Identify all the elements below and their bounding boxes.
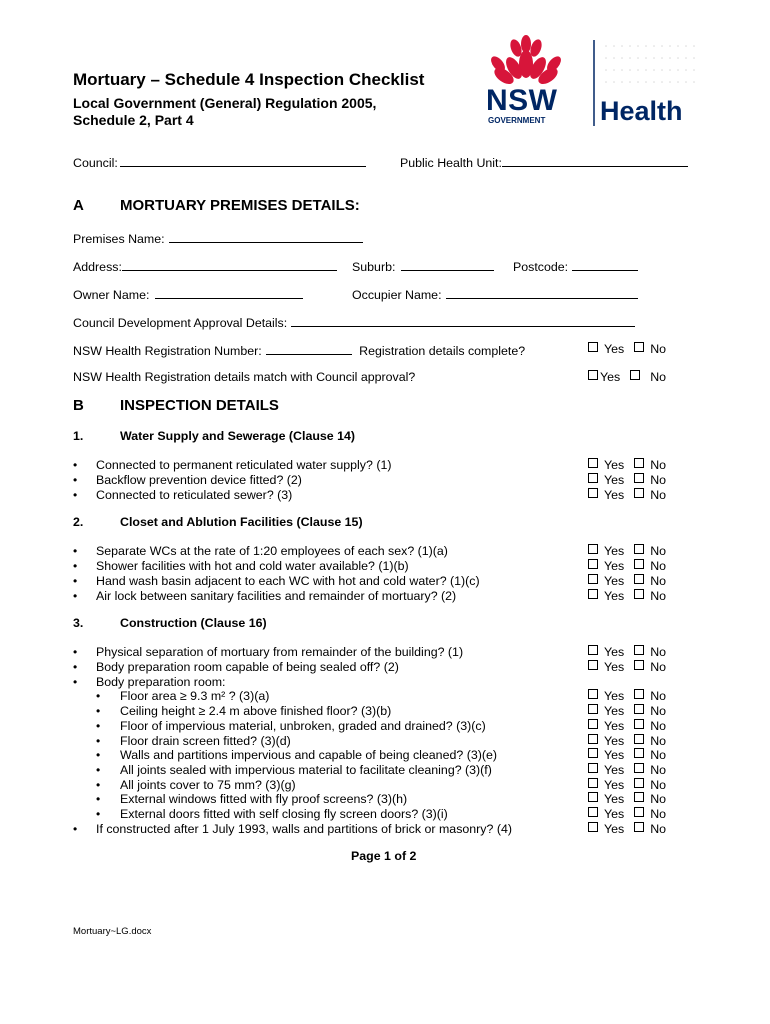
yes-no-options bbox=[588, 704, 666, 718]
item-3-title: Construction (Clause 16) bbox=[120, 616, 267, 630]
item-1-question-1: Connected to permanent reticulated water supply? (1) bbox=[96, 458, 392, 472]
yes-checkbox[interactable] bbox=[588, 763, 598, 773]
section-b-title: INSPECTION DETAILS bbox=[120, 397, 279, 414]
section-a-title: MORTUARY PREMISES DETAILS: bbox=[120, 197, 360, 214]
council-approval-input-line[interactable] bbox=[291, 314, 635, 327]
item-3-sub-2: Ceiling height ≥ 2.4 m above finished floor? (3)(b) bbox=[120, 704, 392, 718]
no-label: No bbox=[650, 574, 667, 588]
suburb-input-line[interactable] bbox=[401, 258, 494, 271]
bullet-icon: • bbox=[96, 763, 101, 777]
council-approval-label: Council Development Approval Details: bbox=[73, 316, 288, 330]
bullet-icon: • bbox=[96, 778, 101, 792]
item-3-question-3: Body preparation room: bbox=[96, 675, 226, 689]
yes-checkbox[interactable] bbox=[588, 559, 598, 569]
no-label: No bbox=[650, 342, 667, 356]
no-label: No bbox=[650, 822, 667, 836]
yes-checkbox[interactable] bbox=[588, 748, 598, 758]
yes-no-options bbox=[588, 645, 666, 659]
yes-no-options bbox=[588, 544, 666, 558]
yes-checkbox[interactable] bbox=[588, 645, 598, 655]
owner-name-field bbox=[73, 286, 303, 302]
item-1-question-2: Backflow prevention device fitted? (2) bbox=[96, 473, 302, 487]
no-checkbox[interactable] bbox=[634, 660, 644, 670]
yes-label: Yes bbox=[604, 544, 625, 558]
no-checkbox[interactable] bbox=[634, 704, 644, 714]
public-health-unit-label: Public Health Unit: bbox=[400, 156, 502, 170]
yes-label: Yes bbox=[604, 807, 625, 821]
yes-label: Yes bbox=[604, 488, 625, 502]
yes-checkbox[interactable] bbox=[588, 807, 598, 817]
registration-number-field bbox=[73, 342, 525, 358]
item-3-sub-9: External doors fitted with self closing fly screen doors? (3)(i) bbox=[120, 807, 448, 821]
no-label: No bbox=[650, 763, 667, 777]
item-1-question-3: Connected to reticulated sewer? (3) bbox=[96, 488, 293, 502]
item-2-question-3: Hand wash basin adjacent to each WC with hot and cold water? (1)(c) bbox=[96, 574, 480, 588]
no-label: No bbox=[650, 778, 667, 792]
owner-name-input-line[interactable] bbox=[155, 286, 303, 299]
no-label: No bbox=[650, 704, 667, 718]
yes-label: Yes bbox=[604, 589, 625, 603]
bullet-icon: • bbox=[96, 748, 101, 762]
yes-checkbox[interactable] bbox=[588, 574, 598, 584]
yes-label: Yes bbox=[604, 719, 625, 733]
premises-name-field bbox=[73, 230, 363, 246]
bullet-icon: • bbox=[73, 559, 78, 573]
suburb-label: Suburb: bbox=[352, 260, 396, 274]
bullet-icon: • bbox=[96, 704, 101, 718]
suburb-field bbox=[352, 258, 494, 274]
address-label: Address: bbox=[73, 260, 122, 274]
logo-nsw-text: NSW bbox=[486, 84, 558, 117]
yes-no-options bbox=[588, 559, 666, 573]
logo-government-text: GOVERNMENT bbox=[488, 116, 546, 125]
item-2-number: 2. bbox=[73, 515, 84, 529]
yes-no-options bbox=[588, 792, 666, 806]
bullet-icon: • bbox=[73, 544, 78, 558]
yes-checkbox[interactable] bbox=[588, 822, 598, 832]
item-2-title: Closet and Ablution Facilities (Clause 15) bbox=[120, 515, 363, 529]
item-3-sub-1: Floor area ≥ 9.3 m² ? (3)(a) bbox=[120, 689, 270, 703]
logo-health-text: Health bbox=[600, 96, 683, 126]
no-label: No bbox=[650, 660, 667, 674]
postcode-input-line[interactable] bbox=[572, 258, 638, 271]
no-label: No bbox=[650, 544, 667, 558]
owner-name-label: Owner Name: bbox=[73, 288, 150, 302]
bullet-icon: • bbox=[73, 589, 78, 603]
yes-no-options bbox=[588, 719, 666, 733]
no-label: No bbox=[650, 807, 667, 821]
yes-no-options bbox=[588, 488, 666, 502]
document-subtitle-line2: Schedule 2, Part 4 bbox=[73, 112, 194, 128]
yes-no-options bbox=[588, 748, 666, 762]
yes-label: Yes bbox=[604, 689, 625, 703]
registration-match-options bbox=[588, 370, 666, 384]
no-label: No bbox=[650, 645, 667, 659]
no-checkbox[interactable] bbox=[634, 544, 644, 554]
council-label: Council: bbox=[73, 156, 118, 170]
bullet-icon: • bbox=[73, 675, 78, 689]
yes-label: Yes bbox=[604, 763, 625, 777]
yes-no-options bbox=[588, 778, 666, 792]
yes-label: Yes bbox=[600, 370, 621, 384]
yes-checkbox[interactable] bbox=[588, 704, 598, 714]
council-field bbox=[73, 154, 366, 170]
no-label: No bbox=[650, 488, 667, 502]
no-checkbox[interactable] bbox=[630, 370, 640, 380]
yes-label: Yes bbox=[604, 792, 625, 806]
yes-no-options bbox=[588, 458, 666, 472]
yes-checkbox[interactable] bbox=[588, 719, 598, 729]
no-checkbox[interactable] bbox=[634, 748, 644, 758]
yes-label: Yes bbox=[604, 704, 625, 718]
no-checkbox[interactable] bbox=[634, 473, 644, 483]
registration-complete-options bbox=[588, 342, 666, 356]
postcode-field bbox=[513, 258, 638, 274]
no-checkbox[interactable] bbox=[634, 792, 644, 802]
document-filename: Mortuary~LG.docx bbox=[73, 926, 152, 937]
bullet-icon: • bbox=[96, 689, 101, 703]
yes-no-options bbox=[588, 807, 666, 821]
no-checkbox[interactable] bbox=[634, 574, 644, 584]
yes-no-options bbox=[588, 689, 666, 703]
no-label: No bbox=[650, 719, 667, 733]
item-3-sub-8: External windows fitted with fly proof screens? (3)(h) bbox=[120, 792, 408, 806]
document-subtitle-line1: Local Government (General) Regulation 2005, bbox=[73, 95, 377, 111]
yes-label: Yes bbox=[604, 778, 625, 792]
bullet-icon: • bbox=[96, 807, 101, 821]
item-2-question-4: Air lock between sanitary facilities and remainder of mortuary? (2) bbox=[96, 589, 457, 603]
yes-no-options bbox=[588, 763, 666, 777]
item-2-question-2: Shower facilities with hot and cold water available? (1)(b) bbox=[96, 559, 409, 573]
no-checkbox[interactable] bbox=[634, 645, 644, 655]
item-3-question-1: Physical separation of mortuary from remainder of the building? (1) bbox=[96, 645, 464, 659]
yes-checkbox[interactable] bbox=[588, 544, 598, 554]
yes-checkbox[interactable] bbox=[588, 778, 598, 788]
item-3-sub-7: All joints cover to 75 mm? (3)(g) bbox=[120, 778, 296, 792]
no-checkbox[interactable] bbox=[634, 689, 644, 699]
item-3-question-2: Body preparation room capable of being sealed off? (2) bbox=[96, 660, 399, 674]
no-checkbox[interactable] bbox=[634, 458, 644, 468]
no-checkbox[interactable] bbox=[634, 342, 644, 352]
occupier-name-label: Occupier Name: bbox=[352, 288, 442, 302]
no-checkbox[interactable] bbox=[634, 734, 644, 744]
registration-number-input-line[interactable] bbox=[266, 342, 352, 355]
no-checkbox[interactable] bbox=[634, 719, 644, 729]
yes-label: Yes bbox=[604, 660, 625, 674]
bullet-icon: • bbox=[96, 734, 101, 748]
yes-no-options bbox=[588, 574, 666, 588]
bullet-icon: • bbox=[73, 473, 78, 487]
occupier-name-field bbox=[352, 286, 638, 302]
yes-label: Yes bbox=[604, 473, 625, 487]
yes-label: Yes bbox=[604, 645, 625, 659]
no-checkbox[interactable] bbox=[634, 589, 644, 599]
yes-checkbox[interactable] bbox=[588, 370, 598, 380]
item-3-question-4: If constructed after 1 July 1993, walls and partitions of brick or masonry? (4) bbox=[96, 822, 512, 836]
bullet-icon: • bbox=[73, 660, 78, 674]
premises-name-input-line[interactable] bbox=[169, 230, 363, 243]
public-health-unit-input-line[interactable] bbox=[502, 154, 688, 167]
yes-no-options bbox=[588, 822, 666, 836]
bullet-icon: • bbox=[73, 574, 78, 588]
registration-match-label: NSW Health Registration details match with Council approval? bbox=[73, 370, 416, 384]
yes-no-options bbox=[588, 473, 666, 487]
bullet-icon: • bbox=[73, 822, 78, 836]
council-input-line[interactable] bbox=[120, 154, 366, 167]
no-checkbox[interactable] bbox=[634, 763, 644, 773]
no-checkbox[interactable] bbox=[634, 778, 644, 788]
document-title: Mortuary – Schedule 4 Inspection Checklist bbox=[73, 70, 425, 89]
section-a-letter: A bbox=[73, 197, 84, 214]
yes-checkbox[interactable] bbox=[588, 342, 598, 352]
yes-no-options bbox=[588, 734, 666, 748]
yes-checkbox[interactable] bbox=[588, 473, 598, 483]
no-label: No bbox=[650, 792, 667, 806]
no-checkbox[interactable] bbox=[634, 822, 644, 832]
yes-label: Yes bbox=[604, 734, 625, 748]
yes-label: Yes bbox=[604, 822, 625, 836]
yes-label: Yes bbox=[604, 748, 625, 762]
item-3-sub-3: Floor of impervious material, unbroken, graded and drained? (3)(c) bbox=[120, 719, 486, 733]
nsw-health-logo bbox=[484, 34, 706, 130]
registration-complete-label: Registration details complete? bbox=[359, 344, 526, 358]
no-label: No bbox=[650, 589, 667, 603]
no-label: No bbox=[650, 734, 667, 748]
address-input-line[interactable] bbox=[122, 258, 337, 271]
no-label: No bbox=[650, 370, 667, 384]
no-checkbox[interactable] bbox=[634, 807, 644, 817]
occupier-name-input-line[interactable] bbox=[446, 286, 638, 299]
page-number: Page 1 of 2 bbox=[351, 849, 417, 863]
item-1-number: 1. bbox=[73, 429, 84, 443]
bullet-icon: • bbox=[73, 645, 78, 659]
no-checkbox[interactable] bbox=[634, 559, 644, 569]
postcode-label: Postcode: bbox=[513, 260, 569, 274]
no-label: No bbox=[650, 473, 667, 487]
address-field bbox=[73, 258, 337, 274]
yes-no-options bbox=[588, 660, 666, 674]
bullet-icon: • bbox=[73, 488, 78, 502]
yes-label: Yes bbox=[604, 559, 625, 573]
yes-label: Yes bbox=[604, 342, 625, 356]
yes-checkbox[interactable] bbox=[588, 792, 598, 802]
no-label: No bbox=[650, 689, 667, 703]
no-checkbox[interactable] bbox=[634, 488, 644, 498]
no-label: No bbox=[650, 559, 667, 573]
item-3-sub-5: Walls and partitions impervious and capable of being cleaned? (3)(e) bbox=[120, 748, 497, 762]
bullet-icon: • bbox=[96, 792, 101, 806]
yes-no-options bbox=[588, 589, 666, 603]
yes-checkbox[interactable] bbox=[588, 589, 598, 599]
premises-name-label: Premises Name: bbox=[73, 232, 165, 246]
no-label: No bbox=[650, 748, 667, 762]
item-2-question-1: Separate WCs at the rate of 1:20 employees of each sex? (1)(a) bbox=[96, 544, 448, 558]
yes-checkbox[interactable] bbox=[588, 734, 598, 744]
council-approval-field bbox=[73, 314, 635, 330]
bullet-icon: • bbox=[73, 458, 78, 472]
yes-checkbox[interactable] bbox=[588, 458, 598, 468]
bullet-icon: • bbox=[96, 719, 101, 733]
yes-checkbox[interactable] bbox=[588, 689, 598, 699]
item-3-sub-4: Floor drain screen fitted? (3)(d) bbox=[120, 734, 291, 748]
registration-number-label: NSW Health Registration Number: bbox=[73, 344, 262, 358]
yes-checkbox[interactable] bbox=[588, 660, 598, 670]
item-3-number: 3. bbox=[73, 616, 84, 630]
item-3-sub-6: All joints sealed with impervious material to facilitate cleaning? (3)(f) bbox=[120, 763, 492, 777]
no-label: No bbox=[650, 458, 667, 472]
section-b-letter: B bbox=[73, 397, 84, 414]
yes-label: Yes bbox=[604, 574, 625, 588]
item-1-title: Water Supply and Sewerage (Clause 14) bbox=[120, 429, 356, 443]
public-health-unit-field bbox=[400, 154, 688, 170]
yes-checkbox[interactable] bbox=[588, 488, 598, 498]
yes-label: Yes bbox=[604, 458, 625, 472]
